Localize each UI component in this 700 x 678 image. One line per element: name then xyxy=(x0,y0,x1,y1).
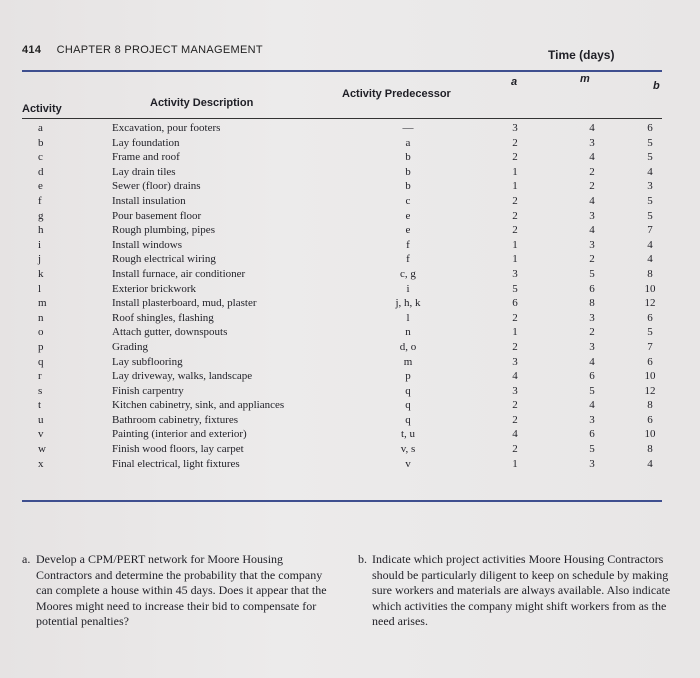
activity-id: h xyxy=(38,224,44,237)
activity-predecessor: f xyxy=(406,238,410,251)
time-a: 5 xyxy=(512,282,518,295)
activity-predecessor: f xyxy=(406,253,410,266)
activity-id: v xyxy=(38,428,44,441)
time-b: 5 xyxy=(647,151,653,164)
time-a: 4 xyxy=(512,370,518,383)
table-row xyxy=(0,150,700,165)
time-b: 6 xyxy=(647,355,653,368)
time-b: 6 xyxy=(647,413,653,426)
time-m: 3 xyxy=(589,413,595,426)
activity-predecessor: i xyxy=(406,282,410,295)
activity-predecessor: — xyxy=(402,122,414,134)
table-row xyxy=(0,223,700,238)
time-m: 3 xyxy=(589,136,595,149)
table-row xyxy=(0,340,700,355)
activity-predecessor: q xyxy=(405,413,411,426)
header-rule xyxy=(22,70,662,72)
activity-predecessor: b xyxy=(405,180,411,193)
activity-id: b xyxy=(38,136,44,149)
activity-id: d xyxy=(38,165,44,178)
question-a-text: Develop a CPM/PERT network for Moore Housing Contractors and determine the probability that the company can complete a house within 45 days. Does it appear that the Moores might need to increase their bid to compensate for potential penalties? xyxy=(36,552,327,628)
table-row xyxy=(0,296,700,311)
col-predecessor-heading: Activity Predecessor xyxy=(342,88,451,100)
activity-id: c xyxy=(38,151,43,164)
activity-predecessor: b xyxy=(405,165,411,178)
activity-id: e xyxy=(38,180,43,193)
time-m: 6 xyxy=(589,428,595,441)
question-b xyxy=(358,552,678,630)
activity-id: p xyxy=(38,340,44,353)
chapter-title: CHAPTER 8 PROJECT MANAGEMENT xyxy=(56,44,263,56)
activity-description: Roof shingles, flashing xyxy=(112,311,214,324)
time-a: 1 xyxy=(512,180,518,193)
activity-predecessor: e xyxy=(405,209,411,222)
time-b: 5 xyxy=(647,136,653,149)
time-m: 4 xyxy=(589,151,595,164)
table-row xyxy=(0,355,700,370)
time-a: 2 xyxy=(512,151,518,164)
activity-description: Final electrical, light fixtures xyxy=(112,457,240,470)
activity-id: g xyxy=(38,209,44,222)
question-b-text: Indicate which project activities Moore Housing Contractors should be particularly diligent to keep on schedule by making sure workers and materials are always available. Also indicate which activities the company might shift workers from as the need arises. xyxy=(372,552,671,628)
table-bottom-rule xyxy=(22,500,662,502)
table-row xyxy=(0,311,700,326)
question-b-label: b. xyxy=(358,552,367,566)
time-m: 4 xyxy=(589,194,595,207)
activity-description: Install furnace, air conditioner xyxy=(112,267,246,280)
activity-predecessor: a xyxy=(405,136,411,149)
time-a: 2 xyxy=(512,443,518,456)
time-a: 6 xyxy=(512,297,518,310)
time-m: 4 xyxy=(589,399,595,412)
activity-table-body xyxy=(0,121,700,471)
activity-predecessor: v xyxy=(405,457,411,470)
activity-id: j xyxy=(38,253,42,266)
time-a: 2 xyxy=(512,311,518,324)
activity-predecessor: j, h, k xyxy=(395,297,421,310)
time-b: 8 xyxy=(647,267,653,280)
time-m: 4 xyxy=(589,355,595,368)
table-row xyxy=(0,325,700,340)
time-m: 5 xyxy=(589,443,595,456)
activity-predecessor: v, s xyxy=(400,443,416,456)
activity-predecessor: l xyxy=(406,311,410,324)
activity-description: Exterior brickwork xyxy=(112,282,196,295)
time-m: 6 xyxy=(589,370,595,383)
time-b: 4 xyxy=(647,253,653,266)
table-row xyxy=(0,442,700,457)
activity-description: Bathroom cabinetry, fixtures xyxy=(112,413,239,426)
time-a: 3 xyxy=(512,355,518,368)
activity-predecessor: b xyxy=(405,151,411,164)
activity-description: Install insulation xyxy=(112,194,186,207)
activity-predecessor: n xyxy=(405,326,411,339)
activity-description: Excavation, pour footers xyxy=(112,122,221,134)
time-a: 3 xyxy=(512,384,518,397)
time-a: 2 xyxy=(512,194,518,207)
activity-description: Pour basement floor xyxy=(112,209,202,222)
time-a: 2 xyxy=(512,340,518,353)
activity-description: Lay foundation xyxy=(112,136,180,149)
activity-predecessor: c, g xyxy=(400,267,416,280)
time-m: 2 xyxy=(589,326,595,339)
time-b: 3 xyxy=(647,180,653,193)
activity-description: Finish wood floors, lay carpet xyxy=(112,443,244,456)
time-days-heading: Time (days) xyxy=(548,48,615,62)
time-b: 12 xyxy=(644,384,656,397)
activity-description: Lay drain tiles xyxy=(112,165,176,178)
activity-description: Attach gutter, downspouts xyxy=(112,326,228,339)
time-a: 2 xyxy=(512,136,518,149)
activity-predecessor: p xyxy=(405,370,411,383)
activity-predecessor: m xyxy=(403,355,413,368)
table-row xyxy=(0,121,700,136)
time-a: 2 xyxy=(512,209,518,222)
time-m: 3 xyxy=(589,209,595,222)
activity-id: n xyxy=(38,311,44,324)
table-row xyxy=(0,209,700,224)
table-row xyxy=(0,252,700,267)
time-b: 4 xyxy=(647,457,653,470)
time-m: 4 xyxy=(589,224,595,237)
table-row xyxy=(0,267,700,282)
activity-description: Lay subflooring xyxy=(112,355,183,368)
activity-id: f xyxy=(38,194,42,207)
time-a: 1 xyxy=(512,165,518,178)
activity-description: Sewer (floor) drains xyxy=(112,180,201,193)
time-m: 2 xyxy=(589,165,595,178)
time-a: 3 xyxy=(512,267,518,280)
question-a-label: a. xyxy=(22,552,31,566)
activity-description: Kitchen cabinetry, sink, and appliances xyxy=(112,399,285,412)
activity-id: i xyxy=(38,238,42,251)
table-header-rule xyxy=(22,118,662,119)
activity-description: Grading xyxy=(112,340,149,353)
time-a: 3 xyxy=(512,122,518,134)
page-header xyxy=(22,44,263,56)
col-a-heading: a xyxy=(511,76,518,88)
time-a: 1 xyxy=(512,253,518,266)
table-row xyxy=(0,136,700,151)
time-b: 12 xyxy=(644,297,656,310)
table-row xyxy=(0,413,700,428)
time-a: 4 xyxy=(512,428,518,441)
activity-predecessor: q xyxy=(405,384,411,397)
activity-predecessor: d, o xyxy=(399,340,417,353)
activity-predecessor: c xyxy=(405,194,411,207)
activity-id: o xyxy=(38,326,44,339)
activity-description: Painting (interior and exterior) xyxy=(112,428,247,441)
time-b: 6 xyxy=(647,122,653,134)
activity-description: Rough electrical wiring xyxy=(112,253,216,266)
activity-id: a xyxy=(38,122,43,134)
table-row xyxy=(0,427,700,442)
time-m: 3 xyxy=(589,340,595,353)
table-row xyxy=(0,457,700,472)
time-b: 7 xyxy=(647,224,653,237)
activity-predecessor: q xyxy=(405,399,411,412)
activity-id: w xyxy=(38,443,46,456)
activity-predecessor: e xyxy=(405,224,411,237)
time-m: 8 xyxy=(589,297,595,310)
time-m: 3 xyxy=(589,238,595,251)
time-a: 1 xyxy=(512,326,518,339)
table-row xyxy=(0,165,700,180)
time-b: 10 xyxy=(644,428,656,441)
activity-id: l xyxy=(38,282,42,295)
page-number: 414 xyxy=(22,44,42,56)
activity-description: Rough plumbing, pipes xyxy=(112,224,215,237)
activity-description: Install plasterboard, mud, plaster xyxy=(112,297,257,310)
activity-id: s xyxy=(38,384,43,397)
time-m: 2 xyxy=(589,253,595,266)
activity-id: k xyxy=(38,267,44,280)
time-b: 8 xyxy=(647,443,653,456)
table-row xyxy=(0,179,700,194)
time-m: 3 xyxy=(589,311,595,324)
activity-id: u xyxy=(38,413,44,426)
time-b: 5 xyxy=(647,194,653,207)
activity-id: x xyxy=(38,457,44,470)
time-a: 2 xyxy=(512,224,518,237)
table-row xyxy=(0,194,700,209)
activity-description: Lay driveway, walks, landscape xyxy=(112,370,253,383)
col-description-heading: Activity Description xyxy=(150,97,254,109)
table-row xyxy=(0,238,700,253)
time-b: 5 xyxy=(647,209,653,222)
activity-id: r xyxy=(38,370,42,383)
col-b-heading: b xyxy=(653,80,660,92)
activity-description: Install windows xyxy=(112,238,182,251)
time-b: 10 xyxy=(644,370,656,383)
time-b: 10 xyxy=(644,282,656,295)
activity-description: Finish carpentry xyxy=(112,384,184,397)
time-a: 2 xyxy=(512,413,518,426)
time-m: 2 xyxy=(589,180,595,193)
time-b: 6 xyxy=(647,311,653,324)
col-m-heading: m xyxy=(580,73,590,85)
time-m: 5 xyxy=(589,384,595,397)
activity-description: Frame and roof xyxy=(112,151,180,164)
question-a xyxy=(22,552,337,630)
activity-id: t xyxy=(38,399,42,412)
col-activity-heading: Activity xyxy=(22,103,62,115)
table-row xyxy=(0,369,700,384)
activity-id: q xyxy=(38,355,44,368)
time-m: 5 xyxy=(589,267,595,280)
table-row xyxy=(0,282,700,297)
time-m: 3 xyxy=(589,457,595,470)
time-b: 4 xyxy=(647,165,653,178)
time-a: 1 xyxy=(512,457,518,470)
time-m: 4 xyxy=(589,122,595,134)
table-row xyxy=(0,398,700,413)
time-b: 5 xyxy=(647,326,653,339)
activity-id: m xyxy=(38,297,47,310)
time-b: 8 xyxy=(647,399,653,412)
time-b: 4 xyxy=(647,238,653,251)
table-row xyxy=(0,384,700,399)
activity-predecessor: t, u xyxy=(400,428,416,441)
time-b: 7 xyxy=(647,340,653,353)
time-m: 6 xyxy=(589,282,595,295)
time-a: 1 xyxy=(512,238,518,251)
time-a: 2 xyxy=(512,399,518,412)
